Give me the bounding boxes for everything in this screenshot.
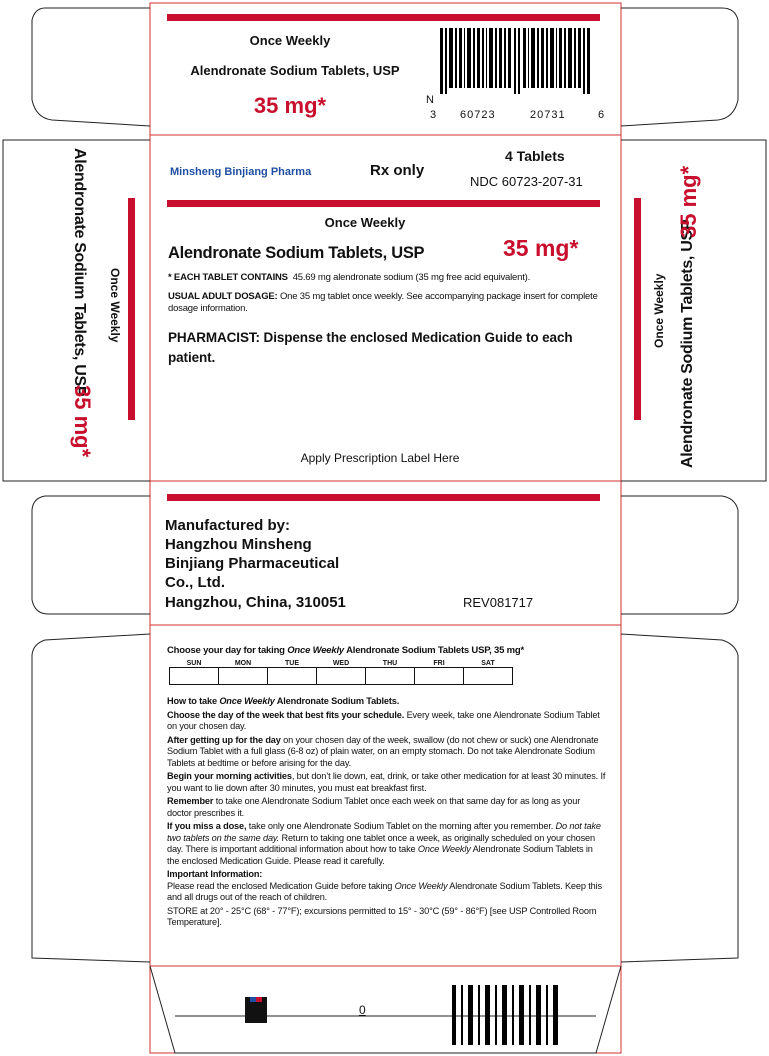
how-to-take-heading: How to take Once Weekly Alendronate Sodium Tablets. [167,696,400,706]
upc-barcode [440,28,595,94]
right-side-product: Alendronate Sodium Tablets, USP [679,219,696,468]
manufacturer-heading: Manufactured by: [165,517,291,534]
instruction-remember: Remember to take one Alendronate Sodium Tablet once each week on that same day for as long as your doctor prescribes it. [167,796,581,818]
tablet-count: 4 Tablets [505,148,565,164]
instructions-block [167,696,607,931]
each-tablet-contains: * EACH TABLET CONTAINS 45.69 mg alendronate sodium (35 mg free acid equivalent). [168,272,531,283]
barcode-group-1: 60723 [460,109,496,121]
usual-adult-dosage: USUAL ADULT DOSAGE: One 35 mg tablet once weekly. See accompanying package insert for complete dosage information. [168,291,598,314]
instruction-choose-day: Choose the day of the week that best fits your schedule. Every week, take one Alendronate Sodium Tablet on your chosen day. [167,709,600,731]
bottom-code: 0 [359,1003,366,1017]
rx-only: Rx only [370,162,425,179]
barcode-digit-1: 3 [430,109,437,121]
front-product-name: Alendronate Sodium Tablets, USP [168,244,425,262]
right-side-once-weekly: Once Weekly [652,273,666,348]
pharmacist-note: PHARMACIST: Dispense the enclosed Medication Guide to each patient. [168,330,573,365]
manufacturer-line-1: Hangzhou Minsheng [165,536,312,553]
left-side-strength: 35 mg* [70,385,95,458]
instruction-missed-dose: If you miss a dose, take only one Alendronate Sodium Tablet on the morning after you remember. Do not take two tablets on the same day. Return to taking one tablet once a week, as originally scheduled on your chosen day. There is important additional information about how to take Once Weekly Alendronate Sodium Tablets in the enclosed Medication Guide. Please read it carefully. [167,821,601,866]
day-checkbox[interactable] [170,668,219,685]
front-strength: 35 mg* [503,235,579,261]
day-checkbox[interactable] [317,668,366,685]
pharmacode-barcode [452,985,562,1045]
brand-name: Minsheng Binjiang Pharma [170,166,312,178]
barcode-group-2: 20731 [530,109,566,121]
day-checkbox[interactable] [366,668,415,685]
apply-label-area: Apply Prescription Label Here [300,451,460,465]
storage-text: STORE at 20° - 25°C (68° - 77°F); excursions permitted to 15° - 30°C (59° - 86°F) [see USP Controlled Room Temperature]. [167,905,597,927]
top-strength: 35 mg* [253,93,327,118]
revision-code: REV081717 [463,595,534,610]
instruction-after-getting-up: After getting up for the day on your chosen day of the week, swallow (do not chew or suck) one Alendronate Sodium Tablet with a full glass (6-8 oz) of plain water, on an empty stomach. Do not take Alendronate Sodium Tablets at bedtime or before arising for the day. [167,734,599,768]
day-checkbox[interactable] [464,668,513,685]
top-once-weekly: Once Weekly [249,33,331,48]
day-label: FRI [433,660,445,667]
manufacturer-accent-bar [167,494,600,501]
day-checkbox[interactable] [268,668,317,685]
important-info-heading: Important Information: [167,869,263,879]
instruction-morning: Begin your morning activities, but don’t lie down, eat, drink, or take other medication for at least 30 minutes. If you want to lie down after 30 minutes, you must eat breakfast first. [167,771,606,793]
front-once-weekly: Once Weekly [324,215,406,230]
day-label: WED [332,660,350,667]
barcode-digit-2: 6 [598,109,605,121]
top-product-name: Alendronate Sodium Tablets, USP [190,63,400,78]
day-chooser [169,660,513,685]
manufacturer-line-2: Binjiang Pharmaceutical [165,555,340,572]
day-label: THU [382,660,398,667]
important-info-text: Please read the enclosed Medication Guide before taking Once Weekly Alendronate Sodium Tablets. Keep this and all drugs out of the reach of children. [167,880,602,902]
color-swatch [245,997,267,1023]
choose-day-heading: Choose your day for taking Once Weekly Alendronate Sodium Tablets USP, 35 mg* [167,645,524,656]
barcode-n: N [426,94,434,106]
day-label: SUN [186,660,202,667]
left-side-product: Alendronate Sodium Tablets, USP [71,148,88,397]
day-label: TUE [285,660,299,667]
day-label: SAT [481,660,495,667]
ndc-number: NDC 60723-207-31 [470,174,583,189]
right-side-accent-bar [634,198,641,420]
top-accent-bar [167,14,600,21]
day-label: MON [234,660,252,667]
front-accent-bar [167,200,600,207]
day-checkbox[interactable] [219,668,268,685]
manufacturer-line-3: Co., Ltd. [165,574,225,591]
day-checkbox[interactable] [415,668,464,685]
manufacturer-line-4: Hangzhou, China, 310051 [165,594,346,611]
right-side-strength: 35 mg* [676,165,701,238]
left-side-once-weekly: Once Weekly [108,268,122,343]
left-side-accent-bar [128,198,135,420]
